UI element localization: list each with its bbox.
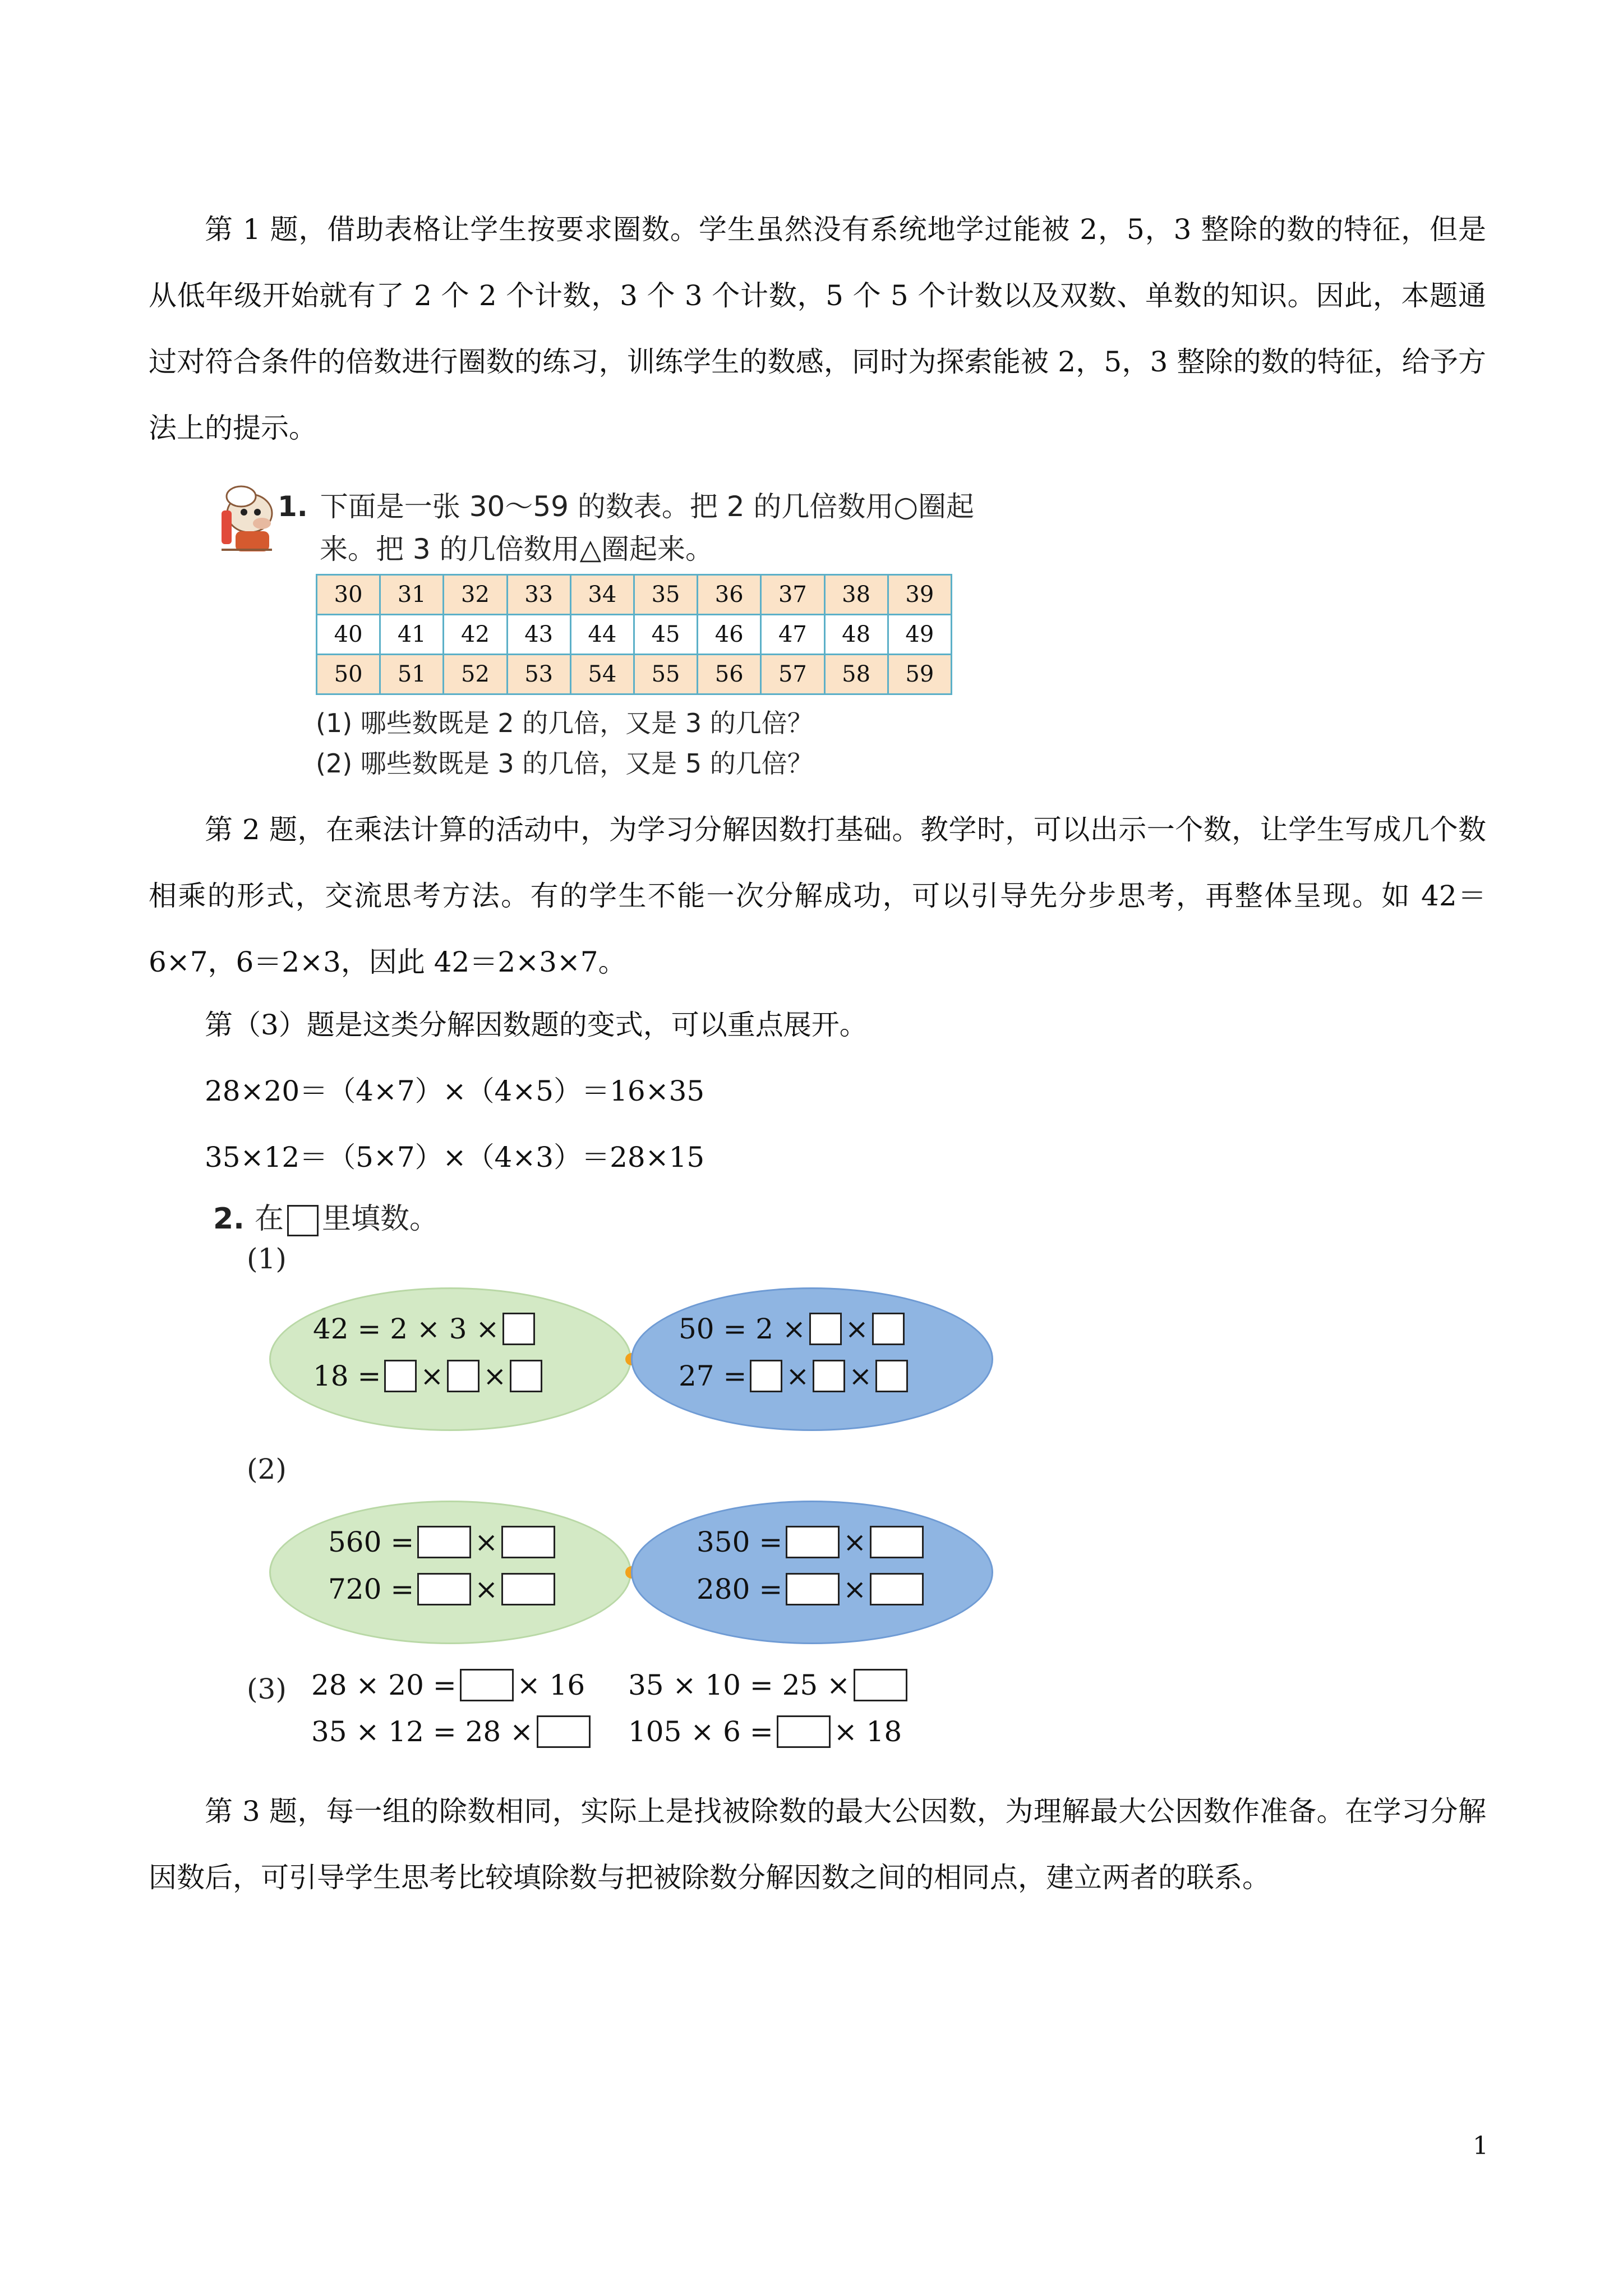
equation-text: 105 × 6 =: [628, 1715, 773, 1748]
times-sign: ×: [843, 1526, 867, 1558]
part-2-label: (2): [247, 1453, 287, 1485]
equation-50: [679, 1313, 905, 1345]
table-cell: 47: [761, 615, 824, 655]
number-table: [316, 574, 952, 695]
equation-text: 350 =: [697, 1526, 783, 1558]
table-cell: 36: [698, 575, 761, 615]
answer-box[interactable]: [750, 1360, 782, 1392]
exercise-2-number: 2.: [213, 1202, 245, 1236]
table-cell: 55: [634, 655, 697, 694]
times-sign: ×: [474, 1526, 499, 1558]
equation-text: 42 = 2 × 3 ×: [313, 1313, 500, 1345]
answer-box[interactable]: [460, 1669, 514, 1701]
equation-35x10: [628, 1669, 907, 1701]
answer-box[interactable]: [809, 1313, 842, 1345]
part-1-left-ellipse: [269, 1287, 631, 1431]
times-sign: ×: [786, 1360, 810, 1392]
answer-box[interactable]: [510, 1360, 542, 1392]
exercise-2-title: [213, 1195, 439, 1237]
answer-box[interactable]: [384, 1360, 417, 1392]
equation-text: 28 × 20 =: [311, 1669, 457, 1701]
equation-text: × 18: [833, 1715, 902, 1748]
equation-105x6: [628, 1715, 902, 1748]
equation-text: 27 =: [679, 1360, 747, 1392]
exercise-2-figure: [213, 1189, 981, 1767]
answer-box[interactable]: [537, 1715, 591, 1748]
paragraph-3: 第（3）题是这类分解因数题的变式，可以重点展开。: [205, 1009, 868, 1041]
exercise-1-title: [278, 485, 974, 528]
answer-box[interactable]: [417, 1526, 471, 1558]
table-cell: 53: [507, 655, 570, 694]
answer-box[interactable]: [501, 1526, 555, 1558]
table-cell: 44: [570, 615, 634, 655]
blank-box: [287, 1205, 319, 1236]
part-2-left-ellipse: [269, 1501, 631, 1644]
answer-box[interactable]: [786, 1573, 840, 1605]
equation-text: 18 =: [313, 1360, 381, 1392]
part-3-label: (3): [247, 1673, 287, 1705]
table-cell: 33: [507, 575, 570, 615]
equation-42: [313, 1313, 535, 1345]
table-cell: 50: [317, 655, 380, 694]
answer-box[interactable]: [447, 1360, 479, 1392]
table-cell: 30: [317, 575, 380, 615]
part-1-label: (1): [247, 1243, 287, 1275]
times-sign: ×: [843, 1573, 867, 1605]
equation-720: [328, 1573, 555, 1605]
answer-box[interactable]: [502, 1313, 535, 1345]
table-cell: 52: [444, 655, 507, 694]
table-cell: 45: [634, 615, 697, 655]
equation-28x20: [311, 1669, 585, 1701]
question-2: (2) 哪些数既是 3 的几倍，又是 5 的几倍？: [316, 748, 813, 779]
table-cell: 39: [888, 575, 951, 615]
table-cell: 46: [698, 615, 761, 655]
mascot-icon: [210, 480, 286, 558]
table-cell: 57: [761, 655, 824, 694]
equation-1: 28×20＝（4×7）×（4×5）＝16×35: [205, 1075, 705, 1107]
table-cell: 37: [761, 575, 824, 615]
equation-280: [697, 1573, 924, 1605]
answer-box[interactable]: [872, 1313, 905, 1345]
equation-350: [697, 1526, 924, 1558]
times-sign: ×: [849, 1360, 873, 1392]
exercise-2-title-pre: 在: [254, 1202, 284, 1236]
equation-text: × 16: [517, 1669, 585, 1701]
table-cell: 40: [317, 615, 380, 655]
table-cell: 59: [888, 655, 951, 694]
times-sign: ×: [474, 1573, 499, 1605]
equation-text: 720 =: [328, 1573, 414, 1605]
exercise-1-figure: [210, 480, 975, 783]
page-number: 1: [1473, 2132, 1488, 2160]
table-cell: 51: [380, 655, 444, 694]
paragraph-4: 第 3 题，每一组的除数相同，实际上是找被除数的最大公因数，为理解最大公因数作准备。在学习分解因数后，可引导学生思考比较填除数与把被除数分解因数之间的相同点，建立两者的联系。: [149, 1795, 1486, 1894]
table-cell: 42: [444, 615, 507, 655]
table-cell: 34: [570, 575, 634, 615]
equation-text: 280 =: [697, 1573, 783, 1605]
answer-box[interactable]: [813, 1360, 845, 1392]
table-cell: 35: [634, 575, 697, 615]
answer-box[interactable]: [501, 1573, 555, 1605]
table-cell: 49: [888, 615, 951, 655]
equation-27: [679, 1360, 908, 1392]
table-cell: 43: [507, 615, 570, 655]
equation-35x12: [311, 1715, 591, 1748]
times-sign: ×: [483, 1360, 507, 1392]
equation-text: 50 = 2 ×: [679, 1313, 806, 1345]
answer-box[interactable]: [870, 1573, 924, 1605]
table-cell: 38: [824, 575, 888, 615]
answer-box[interactable]: [854, 1669, 907, 1701]
table-cell: 58: [824, 655, 888, 694]
equation-text: 560 =: [328, 1526, 414, 1558]
table-row: [317, 575, 952, 615]
table-cell: 32: [444, 575, 507, 615]
table-row: [317, 615, 952, 655]
table-cell: 41: [380, 615, 444, 655]
exercise-2-title-post: 里填数。: [321, 1202, 439, 1236]
exercise-1-line-1: 下面是一张 30～59 的数表。把 2 的几倍数用○圈起: [320, 490, 975, 523]
equation-text: 35 × 10 = 25 ×: [628, 1669, 851, 1701]
equation-18: [313, 1360, 542, 1392]
paragraph-1: 第 1 题，借助表格让学生按要求圈数。学生虽然没有系统地学过能被 2，5，3 整除的数的特征，但是从低年级开始就有了 2 个 2 个计数，3 个 3 个计数，5 个 5 个计数以及双数、单数的知识。因此，本题通过对符合条件的倍数进行圈数的练习，训练学生的数感，同时为探索能被 2，5，3 整除的数的特征，给予方法上的提示。: [149, 213, 1486, 444]
table-row: [317, 655, 952, 694]
part-2-right-ellipse: [631, 1501, 993, 1644]
answer-box[interactable]: [417, 1573, 471, 1605]
part-1-right-ellipse: [631, 1287, 993, 1431]
answer-box[interactable]: [777, 1715, 831, 1748]
answer-box[interactable]: [786, 1526, 840, 1558]
table-cell: 48: [824, 615, 888, 655]
table-cell: 56: [698, 655, 761, 694]
equation-560: [328, 1526, 555, 1558]
answer-box[interactable]: [870, 1526, 924, 1558]
paragraph-2: 第 2 题，在乘法计算的活动中，为学习分解因数打基础。教学时，可以出示一个数，让学生写成几个数相乘的形式，交流思考方法。有的学生不能一次分解成功，可以引导先分步思考，再整体呈现。如 42＝6×7，6＝2×3，因此 42＝2×3×7。: [149, 813, 1486, 978]
equation-2: 35×12＝（5×7）×（4×3）＝28×15: [205, 1141, 705, 1174]
question-1: (1) 哪些数既是 2 的几倍，又是 3 的几倍？: [316, 708, 813, 738]
times-sign: ×: [420, 1360, 444, 1392]
table-cell: 31: [380, 575, 444, 615]
exercise-1-number: 1.: [278, 490, 308, 523]
table-cell: 54: [570, 655, 634, 694]
equation-text: 35 × 12 = 28 ×: [311, 1715, 534, 1748]
answer-box[interactable]: [875, 1360, 908, 1392]
exercise-1-line-2: 来。把 3 的几倍数用△圈起来。: [320, 533, 714, 565]
times-sign: ×: [845, 1313, 869, 1345]
